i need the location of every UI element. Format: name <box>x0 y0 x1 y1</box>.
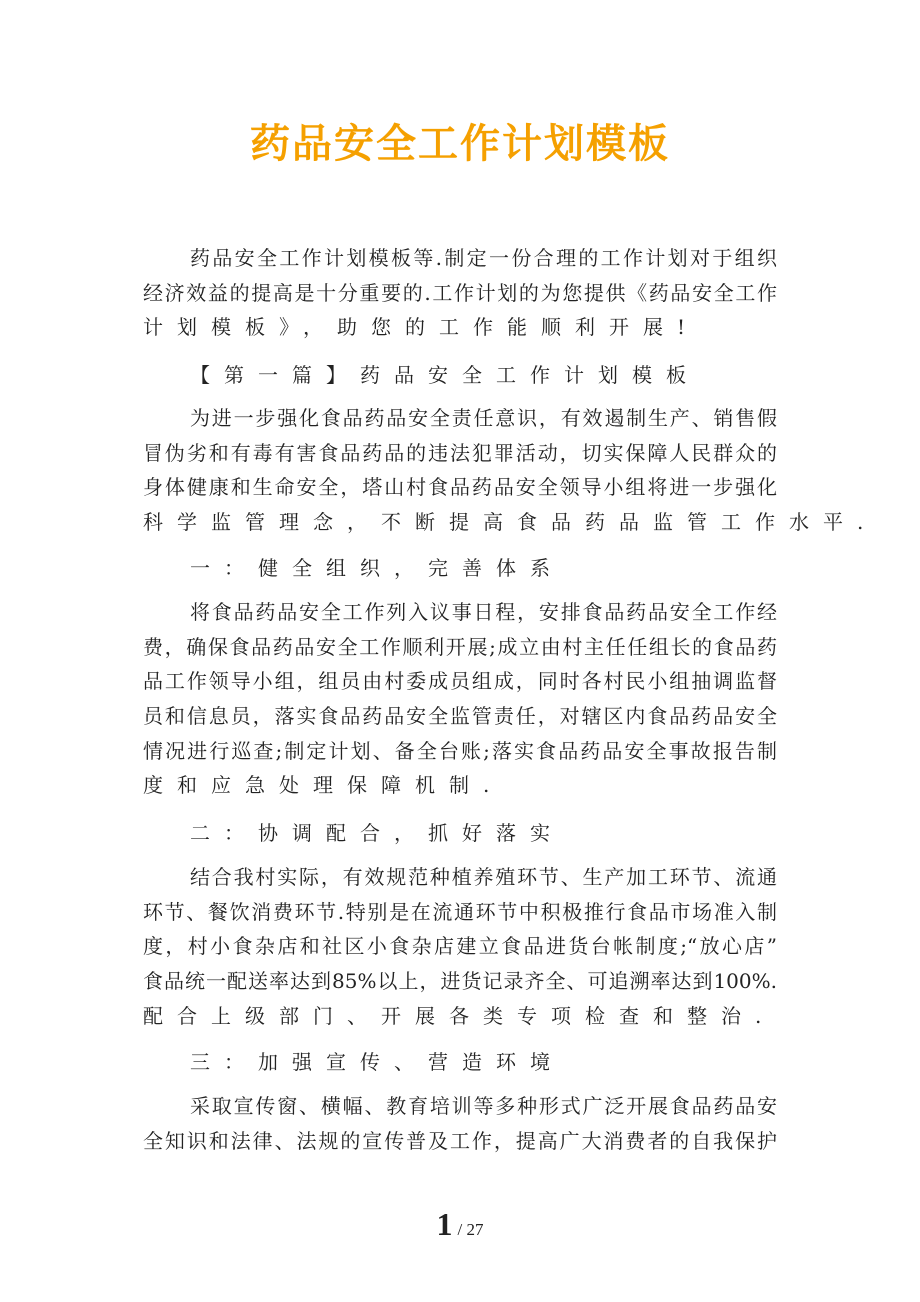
text-line: 采取宣传窗、横幅、教育培训等多种形式广泛开展食品药品安 <box>190 1094 777 1118</box>
text-line: 结合我村实际，有效规范种植养殖环节、生产加工环节、流通 <box>190 865 777 889</box>
section-heading <box>143 551 777 586</box>
text-line: 度和应急处理保障机制. <box>143 773 504 798</box>
total-pages: / 27 <box>457 1220 484 1239</box>
text-line: 身体健康和生命安全，塔山村食品药品安全领导小组将进一步强化 <box>143 475 777 500</box>
document-title: 药品安全工作计划模板 <box>250 120 670 167</box>
paragraph <box>143 595 777 803</box>
text-line: 食品统一配送率达到85%以上，进货记录齐全、可追溯率达到100%. <box>143 969 777 994</box>
paragraph <box>143 860 777 1033</box>
text-line: 配合上级部门、开展各类专项检查和整治. <box>143 1003 776 1028</box>
text-line: 品工作领导小组，组员由村委成员组成，同时各村民小组抽调监督 <box>143 669 777 694</box>
text-line: 经济效益的提高是十分重要的.工作计划的为您提供《药品安全工作 <box>143 280 777 305</box>
section-heading <box>143 1045 777 1080</box>
text-line: 情况进行巡查;制定计划、备全台账;落实食品药品安全事故报告制 <box>143 738 777 763</box>
text-line: 全知识和法律、法规的宣传普及工作，提高广大消费者的自我保护 <box>143 1128 777 1153</box>
text-line: 为进一步强化食品药品安全责任意识，有效遏制生产、销售假 <box>190 406 777 430</box>
section-heading <box>143 816 777 851</box>
text-line: 将食品药品安全工作列入议事日程，安排食品药品安全工作经 <box>190 600 777 624</box>
text-line: 度，村小食杂店和社区小食杂店建立食品进货台帐制度;“放心店” <box>143 934 777 959</box>
text-line: 冒伪劣和有毒有害食品药品的违法犯罪活动，切实保障人民群众的 <box>143 440 777 465</box>
page-number <box>0 1206 920 1243</box>
text-line: 二：协调配合，抓好落实 <box>190 821 564 845</box>
current-page: 1 <box>436 1206 453 1242</box>
paragraph <box>143 241 777 345</box>
paragraph <box>143 401 878 540</box>
paragraph <box>143 1089 777 1158</box>
text-line: 药品安全工作计划模板等.制定一份合理的工作计划对于组织 <box>190 246 777 270</box>
section-heading <box>143 358 777 393</box>
text-line: 一：健全组织，完善体系 <box>190 556 564 580</box>
text-line: 环节、餐饮消费环节.特别是在流通环节中积极推行食品市场准入制 <box>143 899 777 924</box>
text-line: 计划模板》，助您的工作能顺利开展! <box>143 315 700 340</box>
text-line: 【第一篇】药品安全工作计划模板 <box>190 363 700 387</box>
text-line: 三：加强宣传、营造环境 <box>190 1050 564 1074</box>
text-line: 员和信息员，落实食品药品安全监管责任，对辖区内食品药品安全 <box>143 704 777 729</box>
text-line: 科学监管理念，不断提高食品药品监管工作水平. <box>143 510 878 535</box>
text-line: 费，确保食品药品安全工作顺利开展;成立由村主任任组长的食品药 <box>143 634 777 659</box>
